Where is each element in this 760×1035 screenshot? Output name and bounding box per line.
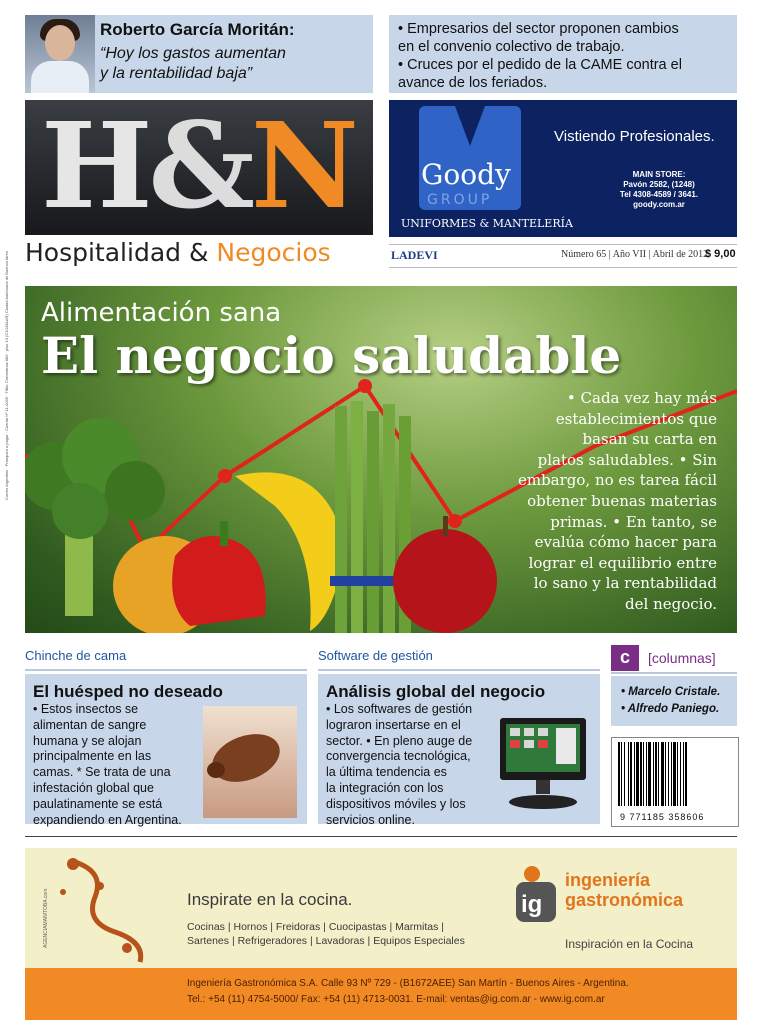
goody-group: GROUP	[427, 192, 493, 208]
price: $ 9,00	[705, 248, 736, 260]
article-bedbug[interactable]	[25, 674, 307, 827]
columnist[interactable]: • Marcelo Cristale.	[621, 686, 721, 698]
quote-line: “Hoy los gastos aumentan	[100, 45, 286, 62]
ad-headline: Inspirate en la cocina.	[187, 890, 353, 909]
logo-wordmark: H&N	[41, 100, 355, 235]
hero-text: • Cada vez hay más establecimientos que basan su carta en platos saludables. • Sin embargo, no es tarea fácil obtener buenas materias primas. • En tanto, se evalúa cómo hacer para lograr el equilibrio entre lo sano y la rentabilidad del negocio.	[517, 389, 717, 613]
article-title[interactable]: El huésped no deseado	[33, 682, 223, 701]
ad-agency-credit: AGENCIAMANITOBA.com	[43, 888, 49, 948]
ad-address: Ingeniería Gastronómica S.A. Calle 93 Nº 729 - (B1672AEE) San Martín - Buenos Aires - Argentina.	[187, 978, 629, 989]
masthead-logo	[25, 100, 373, 235]
article-software[interactable]	[318, 674, 600, 827]
ad-brand: ingeniería gastronómica	[565, 870, 684, 910]
masthead-subtitle: Hospitalidad & Negocios	[25, 238, 331, 267]
quote-name: Roberto García Moritán:	[100, 20, 295, 39]
avatar	[25, 15, 95, 93]
divider	[25, 836, 737, 837]
barcode-number: 9 771185 358606	[620, 812, 705, 822]
columnas-label[interactable]: [columnas]	[648, 650, 716, 666]
article-body: • Estos insectos se alimentan de sangre humana y se alojan principalmente en las camas. * Se trata de una infestación global que paulatinamente se está expandiendo en Argentina.	[33, 702, 182, 827]
postal-imprint: Correo Argentino · Franqueo a pagar · Cuenta Nº 11-0039 · Tiflia: Correntinas 880 · piso 13 (C1043AAR) Ciudad Autónoma de Buenos Aires	[4, 251, 9, 500]
headline-line[interactable]: avance de los feriados.	[398, 75, 548, 91]
svg-text:ig: ig	[521, 891, 543, 918]
headline-line[interactable]: en el convenio colectivo de trabajo.	[398, 39, 625, 55]
cover-story[interactable]	[25, 286, 737, 633]
sauce-splash-icon	[45, 852, 185, 972]
ad-footer	[25, 968, 737, 1020]
publisher-logo: LADEVI	[391, 248, 438, 262]
goody-title: Vistiendo Profesionales.	[554, 128, 715, 145]
ad-tagline: Inspiración en la Cocina	[565, 937, 694, 951]
article-title[interactable]: Análisis global del negocio	[326, 682, 546, 701]
columnas-list	[611, 676, 737, 726]
hero-title[interactable]: El negocio saludable	[41, 326, 622, 385]
section-header-software[interactable]: Software de gestión	[318, 645, 600, 671]
barcode-bars	[612, 738, 738, 810]
section-header-bedbug[interactable]: Chinche de cama	[25, 645, 307, 671]
headline-line[interactable]: • Empresarios del sector proponen cambios	[398, 21, 679, 37]
computer-photo	[496, 710, 592, 816]
bedbug-photo	[203, 706, 297, 818]
ig-logo-icon	[512, 862, 560, 932]
goody-ad[interactable]	[389, 100, 737, 237]
goody-store-info: MAIN STORE: Pavón 2582, (1248) Tel 4308-4589 / 3641. goody.com.ar	[619, 170, 699, 209]
issue-info: Número 65 | Año VII | Abril de 2012	[561, 249, 709, 260]
issue-bar	[389, 244, 737, 268]
quote-text	[100, 44, 370, 84]
columnist[interactable]: • Alfredo Paniego.	[621, 703, 720, 715]
headlines-list	[398, 20, 734, 92]
ad-contact[interactable]: Tel.: +54 (11) 4754-5000/ Fax: +54 (11) 4713-0031. E-mail: ventas@ig.com.ar - www.ig.com.ar	[187, 994, 605, 1005]
article-body: • Los softwares de gestión lograron insertarse en el sector. • En pleno auge de convergencia tecnológica, la última tendencia es la integración con los dispositivos móviles y los servicios online.	[326, 702, 473, 827]
columnas-badge: c	[611, 645, 639, 671]
ig-ad[interactable]	[25, 848, 737, 1020]
ad-products: Cocinas | Hornos | Freidoras | Cuocipastas | Marmitas | Sartenes | Refrigeradores | Lavadoras | Equipos Especiales	[187, 921, 465, 947]
barcode	[611, 737, 739, 827]
quote-line: y la rentabilidad baja”	[100, 65, 253, 82]
headline-line[interactable]: • Cruces por el pedido de la CAME contra el	[398, 57, 682, 73]
divider	[611, 672, 737, 674]
goody-name: Goody	[421, 158, 511, 191]
hero-kicker: Alimentación sana	[41, 298, 282, 328]
goody-uniforms: UNIFORMES & MANTELERÍA	[401, 217, 573, 230]
